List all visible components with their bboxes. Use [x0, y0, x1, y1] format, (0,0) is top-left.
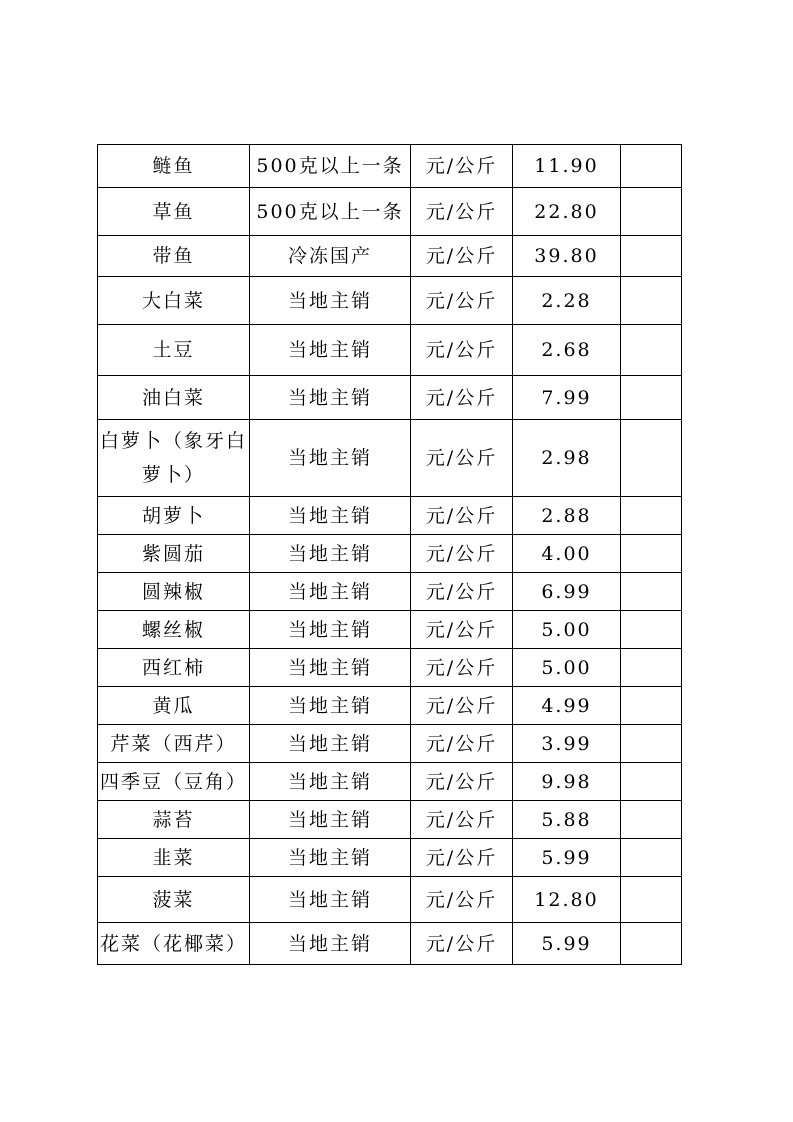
- item-note: [621, 687, 682, 725]
- item-price: 12.80: [513, 877, 621, 923]
- item-name: 紫圆茄: [98, 535, 250, 573]
- item-name: 油白菜: [98, 376, 250, 420]
- item-spec: 当地主销: [250, 277, 411, 325]
- item-price: 2.68: [513, 325, 621, 376]
- table-row: [98, 687, 682, 725]
- item-price: 6.99: [513, 573, 621, 611]
- item-price: 4.99: [513, 687, 621, 725]
- item-name: 蒜苔: [98, 801, 250, 839]
- item-price: 11.90: [513, 145, 621, 188]
- item-note: [621, 325, 682, 376]
- item-unit: 元/公斤: [411, 277, 513, 325]
- item-name: 菠菜: [98, 877, 250, 923]
- item-spec: 500克以上一条: [250, 145, 411, 188]
- item-spec: 当地主销: [250, 573, 411, 611]
- item-price: 5.00: [513, 649, 621, 687]
- item-price: 2.28: [513, 277, 621, 325]
- item-note: [621, 611, 682, 649]
- item-spec: 当地主销: [250, 877, 411, 923]
- item-note: [621, 420, 682, 497]
- table-row: [98, 145, 682, 188]
- table-row: [98, 376, 682, 420]
- item-spec: 500克以上一条: [250, 188, 411, 236]
- item-unit: 元/公斤: [411, 420, 513, 497]
- item-spec: 当地主销: [250, 687, 411, 725]
- item-price: 3.99: [513, 725, 621, 763]
- table-row: [98, 236, 682, 277]
- item-unit: 元/公斤: [411, 325, 513, 376]
- item-name: 草鱼: [98, 188, 250, 236]
- item-note: [621, 923, 682, 965]
- item-spec: 当地主销: [250, 497, 411, 535]
- item-unit: 元/公斤: [411, 573, 513, 611]
- table-row: [98, 325, 682, 376]
- item-spec: 当地主销: [250, 839, 411, 877]
- item-spec: 当地主销: [250, 325, 411, 376]
- item-note: [621, 535, 682, 573]
- item-unit: 元/公斤: [411, 376, 513, 420]
- item-unit: 元/公斤: [411, 839, 513, 877]
- item-name: 土豆: [98, 325, 250, 376]
- item-spec: 当地主销: [250, 649, 411, 687]
- item-note: [621, 573, 682, 611]
- item-price: 9.98: [513, 763, 621, 801]
- item-spec: 当地主销: [250, 611, 411, 649]
- price-table: [97, 144, 682, 965]
- item-name: 螺丝椒: [98, 611, 250, 649]
- item-note: [621, 497, 682, 535]
- item-name: 花菜（花椰菜）: [98, 923, 250, 965]
- price-table-body: [98, 145, 682, 965]
- table-row: [98, 839, 682, 877]
- item-note: [621, 188, 682, 236]
- item-unit: 元/公斤: [411, 611, 513, 649]
- item-price: 22.80: [513, 188, 621, 236]
- item-price: 4.00: [513, 535, 621, 573]
- item-note: [621, 763, 682, 801]
- item-name: 四季豆（豆角）: [98, 763, 250, 801]
- item-unit: 元/公斤: [411, 725, 513, 763]
- item-note: [621, 801, 682, 839]
- item-price: 39.80: [513, 236, 621, 277]
- table-row: [98, 801, 682, 839]
- item-spec: 当地主销: [250, 763, 411, 801]
- item-unit: 元/公斤: [411, 801, 513, 839]
- item-name: 鲢鱼: [98, 145, 250, 188]
- item-spec: 当地主销: [250, 725, 411, 763]
- item-note: [621, 145, 682, 188]
- item-note: [621, 877, 682, 923]
- table-row: [98, 763, 682, 801]
- item-unit: 元/公斤: [411, 649, 513, 687]
- item-unit: 元/公斤: [411, 763, 513, 801]
- item-note: [621, 649, 682, 687]
- table-row: [98, 188, 682, 236]
- item-unit: 元/公斤: [411, 145, 513, 188]
- item-note: [621, 839, 682, 877]
- table-row: [98, 277, 682, 325]
- item-unit: 元/公斤: [411, 877, 513, 923]
- table-row: [98, 923, 682, 965]
- item-price: 2.88: [513, 497, 621, 535]
- item-unit: 元/公斤: [411, 236, 513, 277]
- item-unit: 元/公斤: [411, 535, 513, 573]
- item-price: 5.99: [513, 923, 621, 965]
- item-unit: 元/公斤: [411, 188, 513, 236]
- item-name: 韭菜: [98, 839, 250, 877]
- item-name: 芹菜（西芹）: [98, 725, 250, 763]
- item-price: 7.99: [513, 376, 621, 420]
- item-note: [621, 236, 682, 277]
- table-row: [98, 725, 682, 763]
- item-unit: 元/公斤: [411, 923, 513, 965]
- table-row: [98, 420, 682, 497]
- item-note: [621, 277, 682, 325]
- item-name: 黄瓜: [98, 687, 250, 725]
- item-spec: 当地主销: [250, 801, 411, 839]
- item-name: 胡萝卜: [98, 497, 250, 535]
- table-row: [98, 877, 682, 923]
- item-spec: 当地主销: [250, 923, 411, 965]
- table-row: [98, 535, 682, 573]
- item-spec: 当地主销: [250, 420, 411, 497]
- item-spec: 当地主销: [250, 535, 411, 573]
- item-name: 西红柿: [98, 649, 250, 687]
- table-row: [98, 497, 682, 535]
- item-spec: 冷冻国产: [250, 236, 411, 277]
- item-spec: 当地主销: [250, 376, 411, 420]
- item-note: [621, 376, 682, 420]
- item-unit: 元/公斤: [411, 687, 513, 725]
- table-row: [98, 573, 682, 611]
- table-row: [98, 611, 682, 649]
- item-price: 5.99: [513, 839, 621, 877]
- item-name: 带鱼: [98, 236, 250, 277]
- item-name: 圆辣椒: [98, 573, 250, 611]
- item-name: 白萝卜（象牙白萝卜）: [98, 420, 250, 497]
- item-unit: 元/公斤: [411, 497, 513, 535]
- item-name: 大白菜: [98, 277, 250, 325]
- item-note: [621, 725, 682, 763]
- table-row: [98, 649, 682, 687]
- item-price: 5.88: [513, 801, 621, 839]
- item-price: 5.00: [513, 611, 621, 649]
- item-price: 2.98: [513, 420, 621, 497]
